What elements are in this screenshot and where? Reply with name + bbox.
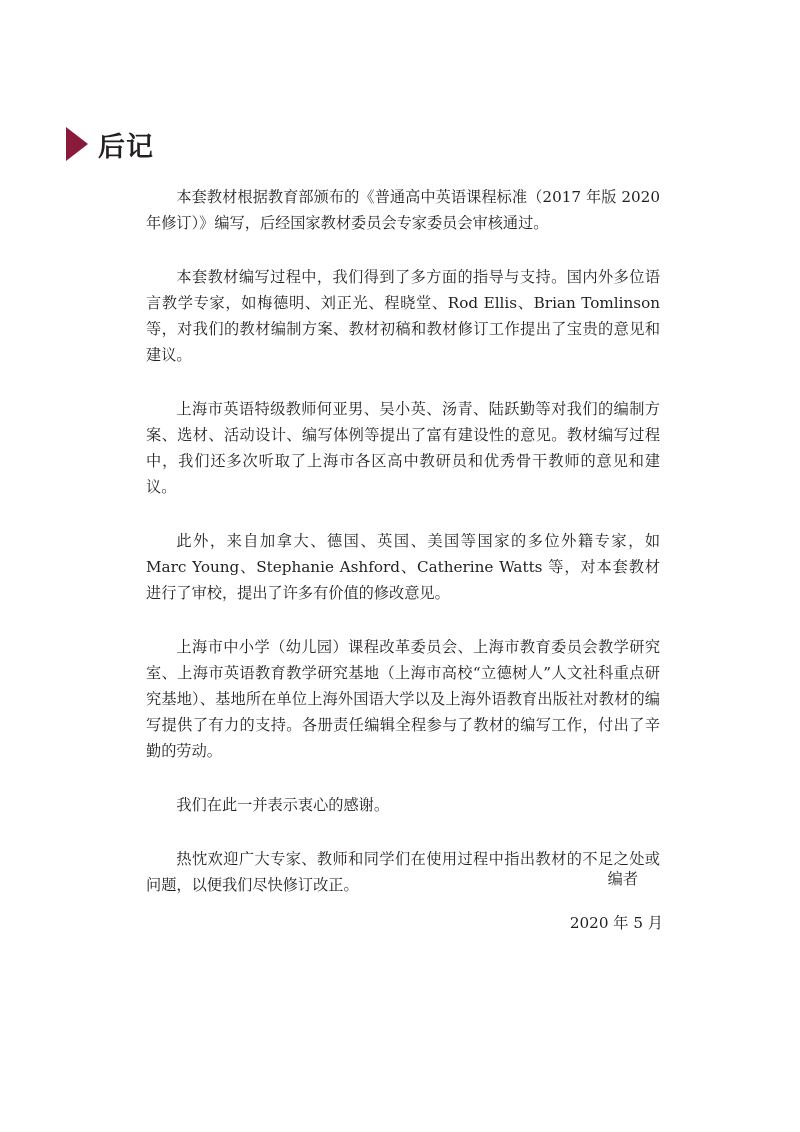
page-title: 后记 xyxy=(98,131,154,163)
paragraph-language-experts: 本套教材编写过程中，我们得到了多方面的指导与支持。国内外多位语言教学专家，如梅德明、刘正光、程晓堂、Rod Ellis、Brian Tomlinson 等，对我们的教材编制方案、教材初稿和教材修订工作提出了宝贵的意见和建议。 xyxy=(146,268,660,364)
paragraph-feedback-welcome: 热忱欢迎广大专家、教师和同学们在使用过程中指出教材的不足之处或问题，以便我们尽快修订改正。 xyxy=(146,850,660,894)
paragraph-institutional-support: 上海市中小学（幼儿园）课程改革委员会、上海市教育委员会教学研究室、上海市英语教育教学研究基地（上海市高校“立德树人”人文社科重点研究基地）、基地所在单位上海外国语大学以及上海外语教育出版社对教材的编写提供了有力的支持。各册责任编辑全程参与了教材的编写工作，付出了辛勤的劳动。 xyxy=(146,638,660,760)
paragraph-curriculum-standard: 本套教材根据教育部颁布的《普通高中英语课程标准（2017 年版 2020 年修订）》编写，后经国家教材委员会专家委员会审核通过。 xyxy=(146,188,660,232)
paragraph-shanghai-teachers: 上海市英语特级教师何亚男、吴小英、汤青、陆跃勤等对我们的编制方案、选材、活动设计、编写体例等提出了富有建设性的意见。教材编写过程中，我们还多次听取了上海市各区高中教研员和优秀骨干教师的意见和建议。 xyxy=(146,400,660,496)
afterword-body xyxy=(146,184,660,926)
page-heading xyxy=(66,122,154,166)
publication-date: 2020 年 5 月 xyxy=(569,914,663,932)
heading-triangle-icon xyxy=(66,127,88,161)
paragraph-foreign-experts: 此外，来自加拿大、德国、英国、美国等国家的多位外籍专家，如 Marc Young、Stephanie Ashford、Catherine Watts 等，对本套教材进行了审校，提出了许多有价值的修改意见。 xyxy=(146,532,660,602)
paragraph-thanks: 我们在此一并表示衷心的感谢。 xyxy=(176,796,390,814)
editor-signature: 编者 xyxy=(607,870,638,888)
